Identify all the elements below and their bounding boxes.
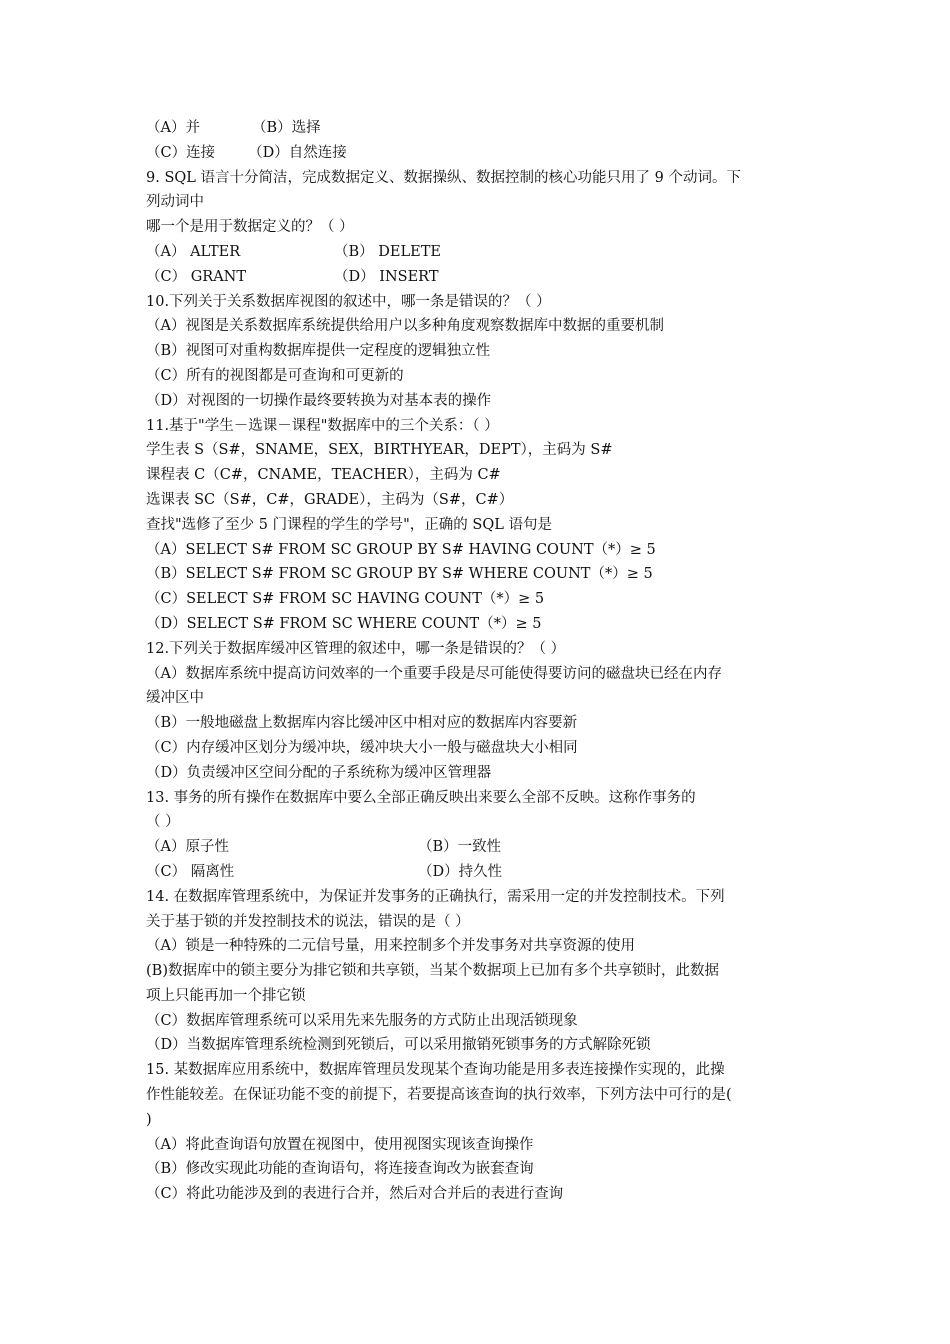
q8-options-row-2 [146, 141, 811, 166]
q14-option-c: （C）数据库管理系统可以采用先来先服务的方式防止出现活锁现象 [146, 1012, 578, 1029]
q11-option-a: （A）SELECT S# FROM SC GROUP BY S# HAVING COUNT（*）≥ 5 [146, 541, 656, 558]
q13-option-a: （A）原子性 [146, 839, 229, 856]
q13-option-b: （B）一致性 [418, 839, 502, 856]
q10-option-c: （C）所有的视图都是可查询和可更新的 [146, 367, 404, 384]
q9-stem-line-2: 列动词中 [146, 194, 204, 211]
q9-stem-line-1: 9. SQL 语言十分简洁，完成数据定义、数据操纵、数据控制的核心功能只用了 9 个动词。下 [146, 169, 741, 186]
q8-option-c: （C）连接 [146, 144, 216, 161]
q14-option-b-line-2: 项上只能再加一个排它锁 [146, 987, 306, 1004]
q8-option-b: （B）选择 [251, 120, 321, 136]
q10-stem: 10.下列关于关系数据库视图的叙述中，哪一条是错误的？（ ） [146, 293, 551, 310]
q15-option-c: （C）将此功能涉及到的表进行合并，然后对合并后的表进行查询 [146, 1186, 564, 1203]
q11-option-d: （D）SELECT S# FROM SC WHERE COUNT（*）≥ 5 [146, 615, 542, 632]
q12-option-b: （B）一般地磁盘上数据库内容比缓冲区中相对应的数据库内容要新 [146, 715, 578, 732]
q10-option-a: （A）视图是关系数据库系统提供给用户以多种角度观察数据库中数据的重要机制 [146, 318, 664, 335]
q12-option-a-line-2: 缓冲区中 [146, 690, 204, 707]
q13-options-row-1 [146, 835, 811, 860]
q8-option-d: （D）自然连接 [248, 144, 347, 161]
q14-option-d: （D）当数据库管理系统检测到死锁后，可以采用撤销死锁事务的方式解除死锁 [146, 1037, 651, 1054]
q11-course-table: 课程表 C（C#，CNAME，TEACHER），主码为 C# [146, 467, 501, 484]
q11-option-b: （B）SELECT S# FROM SC GROUP BY S# WHERE COUNT（*）≥ 5 [146, 566, 653, 583]
q9-option-c: （C） GRANT [146, 268, 247, 285]
q12-stem: 12.下列关于数据库缓冲区管理的叙述中，哪一条是错误的？（ ） [146, 640, 566, 657]
q15-option-a: （A）将此查询语句放置在视图中，使用视图实现该查询操作 [146, 1136, 534, 1153]
q13-stem-line-1: 13. 事务的所有操作在数据库中要么全部正确反映出来要么全部不反映。这称作事务的 [146, 789, 696, 806]
q9-stem-line-3: 哪一个是用于数据定义的？（ ） [146, 219, 354, 236]
q13-option-d: （D）持久性 [418, 863, 503, 880]
q12-option-c: （C）内存缓冲区划分为缓冲块，缓冲块大小一般与磁盘块大小相同 [146, 739, 578, 756]
q9-options-row-2 [146, 265, 811, 290]
q11-student-table: 学生表 S（S#，SNAME，SEX，BIRTHYEAR，DEPT），主码为 S# [146, 442, 613, 459]
q15-option-b: （B）修改实现此功能的查询语句，将连接查询改为嵌套查询 [146, 1161, 534, 1178]
q8-option-a: （A）并 [146, 120, 200, 136]
q12-option-a-line-1: （A）数据库系统中提高访问效率的一个重要手段是尽可能使得要访问的磁盘块已经在内存 [146, 665, 722, 682]
q10-option-d: （D）对视图的一切操作最终要转换为对基本表的操作 [146, 392, 492, 409]
q13-option-c: （C） 隔离性 [146, 863, 235, 880]
q11-enrollment-table: 选课表 SC（S#，C#，GRADE），主码为（S#，C#） [146, 491, 514, 508]
q9-option-b: （B） DELETE [334, 243, 441, 260]
q9-option-a: （A） ALTER [146, 243, 241, 260]
q11-option-c: （C）SELECT S# FROM SC HAVING COUNT（*）≥ 5 [146, 591, 545, 608]
q14-option-b-line-1: (B)数据库中的锁主要分为排它锁和共享锁，当某个数据项上已加有多个共享锁时，此数据 [146, 963, 719, 980]
q8-options-row-1 [146, 116, 811, 141]
q13-stem-line-2: （ ） [146, 814, 180, 831]
q15-stem-line-3: ) [146, 1111, 152, 1128]
q10-option-b: （B）视图可对重构数据库提供一定程度的逻辑独立性 [146, 343, 491, 360]
q13-options-row-2 [146, 860, 811, 885]
q14-stem-line-2: 关于基于锁的并发控制技术的说法，错误的是（ ） [146, 913, 470, 930]
exam-questions [146, 116, 811, 1207]
q15-stem-line-2: 作性能较差。在保证功能不变的前提下，若要提高该查询的执行效率，下列方法中可行的是( [146, 1087, 732, 1104]
q11-question: 查找"选修了至少 5 门课程的学生的学号"，正确的 SQL 语句是 [146, 516, 552, 533]
q15-stem-line-1: 15. 某数据库应用系统中，数据库管理员发现某个查询功能是用多表连接操作实现的，此操 [146, 1062, 725, 1079]
q14-option-a: （A）锁是一种特殊的二元信号量，用来控制多个并发事务对共享资源的使用 [146, 938, 635, 955]
q12-option-d: （D）负责缓冲区空间分配的子系统称为缓冲区管理器 [146, 764, 492, 781]
q9-option-d: （D） INSERT [334, 268, 439, 285]
q9-options-row-1 [146, 240, 811, 265]
q11-stem: 11.基于"学生－选课－课程"数据库中的三个关系：（ ） [146, 417, 499, 434]
q14-stem-line-1: 14. 在数据库管理系统中，为保证并发事务的正确执行，需采用一定的并发控制技术。下列 [146, 888, 725, 905]
